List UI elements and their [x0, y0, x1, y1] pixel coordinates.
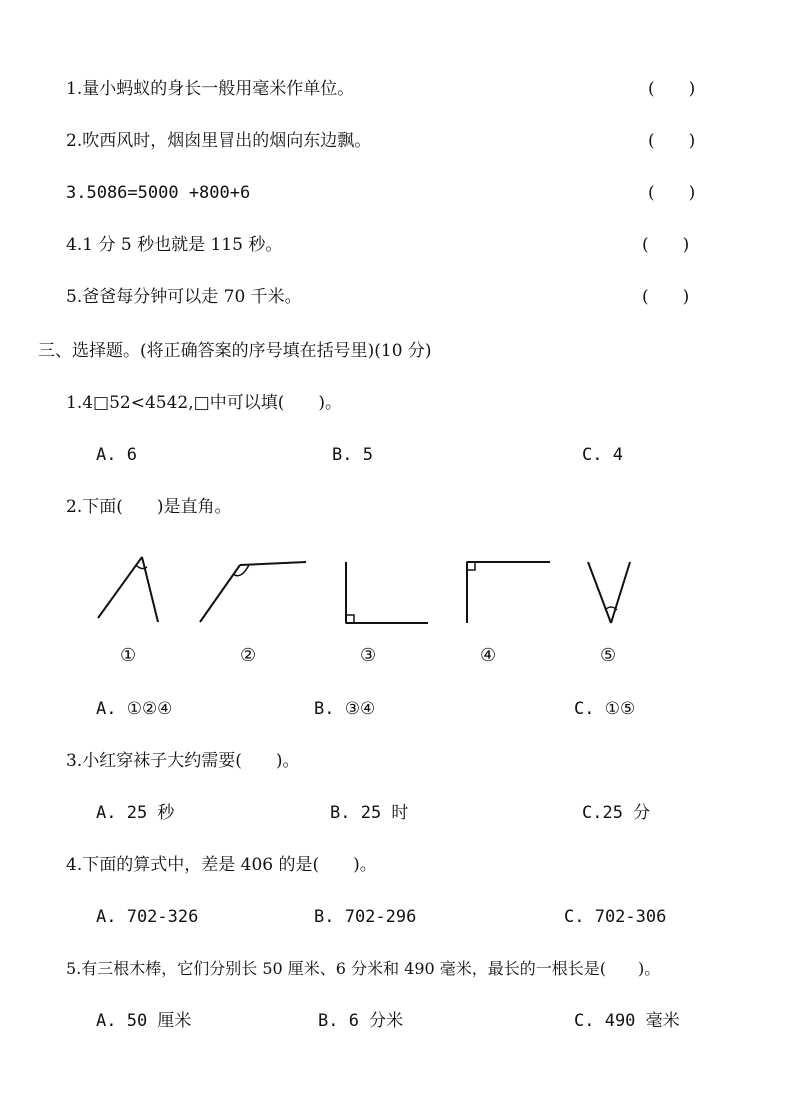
question-5-stem: 5.有三根木棒，它们分别长 50 厘米、6 分米和 490 毫米，最长的一根长是( )。 [66, 959, 661, 978]
question-2-option-b: B. ③④ [314, 699, 376, 719]
judgement-item-4: 4.1 分 5 秒也就是 115 秒。 [66, 235, 283, 255]
question-1-stem: 1.4□52<4542,□中可以填( )。 [66, 393, 342, 413]
angle-label-5: ⑤ [600, 645, 617, 666]
angle-label-3: ③ [360, 645, 377, 666]
answer-paren-4: ( ) [642, 235, 690, 255]
angle-figure-5 [588, 562, 630, 623]
judgement-item-2: 2.吹西风时，烟囱里冒出的烟向东边飘。 [66, 131, 372, 151]
angle-figure-2 [200, 562, 306, 622]
question-2-option-a: A. ①②④ [96, 699, 173, 719]
angle-figure-1 [98, 557, 158, 622]
question-3-option-b: B. 25 时 [330, 803, 409, 823]
question-1-option-b: B. 5 [332, 445, 373, 465]
question-5-option-b: B. 6 分米 [318, 1011, 404, 1031]
angle-label-1: ① [120, 645, 137, 666]
angle-figure-3 [346, 562, 428, 623]
question-2-option-c: C. ①⑤ [574, 699, 636, 719]
answer-paren-5: ( ) [642, 287, 690, 307]
answer-paren-2: ( ) [648, 131, 696, 151]
question-4-option-b: B. 702-296 [314, 907, 417, 927]
question-5-option-a: A. 50 厘米 [96, 1011, 192, 1031]
angle-label-2: ② [240, 645, 257, 666]
angle-label-4: ④ [480, 645, 497, 666]
question-5-option-c: C. 490 毫米 [574, 1011, 680, 1031]
question-3-option-a: A. 25 秒 [96, 803, 175, 823]
judgement-item-3: 3.5086=5000 +800+6 [66, 183, 251, 203]
section-title-choice: 三、选择题。(将正确答案的序号填在括号里)(10 分) [38, 341, 432, 361]
question-4-stem: 4.下面的算式中，差是 406 的是( )。 [66, 855, 377, 875]
angle-figures [0, 540, 790, 640]
question-1-option-a: A. 6 [96, 445, 137, 465]
answer-paren-1: ( ) [648, 79, 696, 99]
judgement-item-5: 5.爸爸每分钟可以走 70 千米。 [66, 287, 302, 307]
judgement-item-1: 1.量小蚂蚁的身长一般用毫米作单位。 [66, 79, 355, 99]
question-3-option-c: C.25 分 [582, 803, 651, 823]
answer-paren-3: ( ) [648, 183, 696, 203]
angle-figure-4 [467, 562, 550, 623]
question-4-option-c: C. 702-306 [564, 907, 667, 927]
question-4-option-a: A. 702-326 [96, 907, 199, 927]
question-2-stem: 2.下面( )是直角。 [66, 497, 232, 517]
question-1-option-c: C. 4 [582, 445, 623, 465]
question-3-stem: 3.小红穿袜子大约需要( )。 [66, 751, 300, 771]
